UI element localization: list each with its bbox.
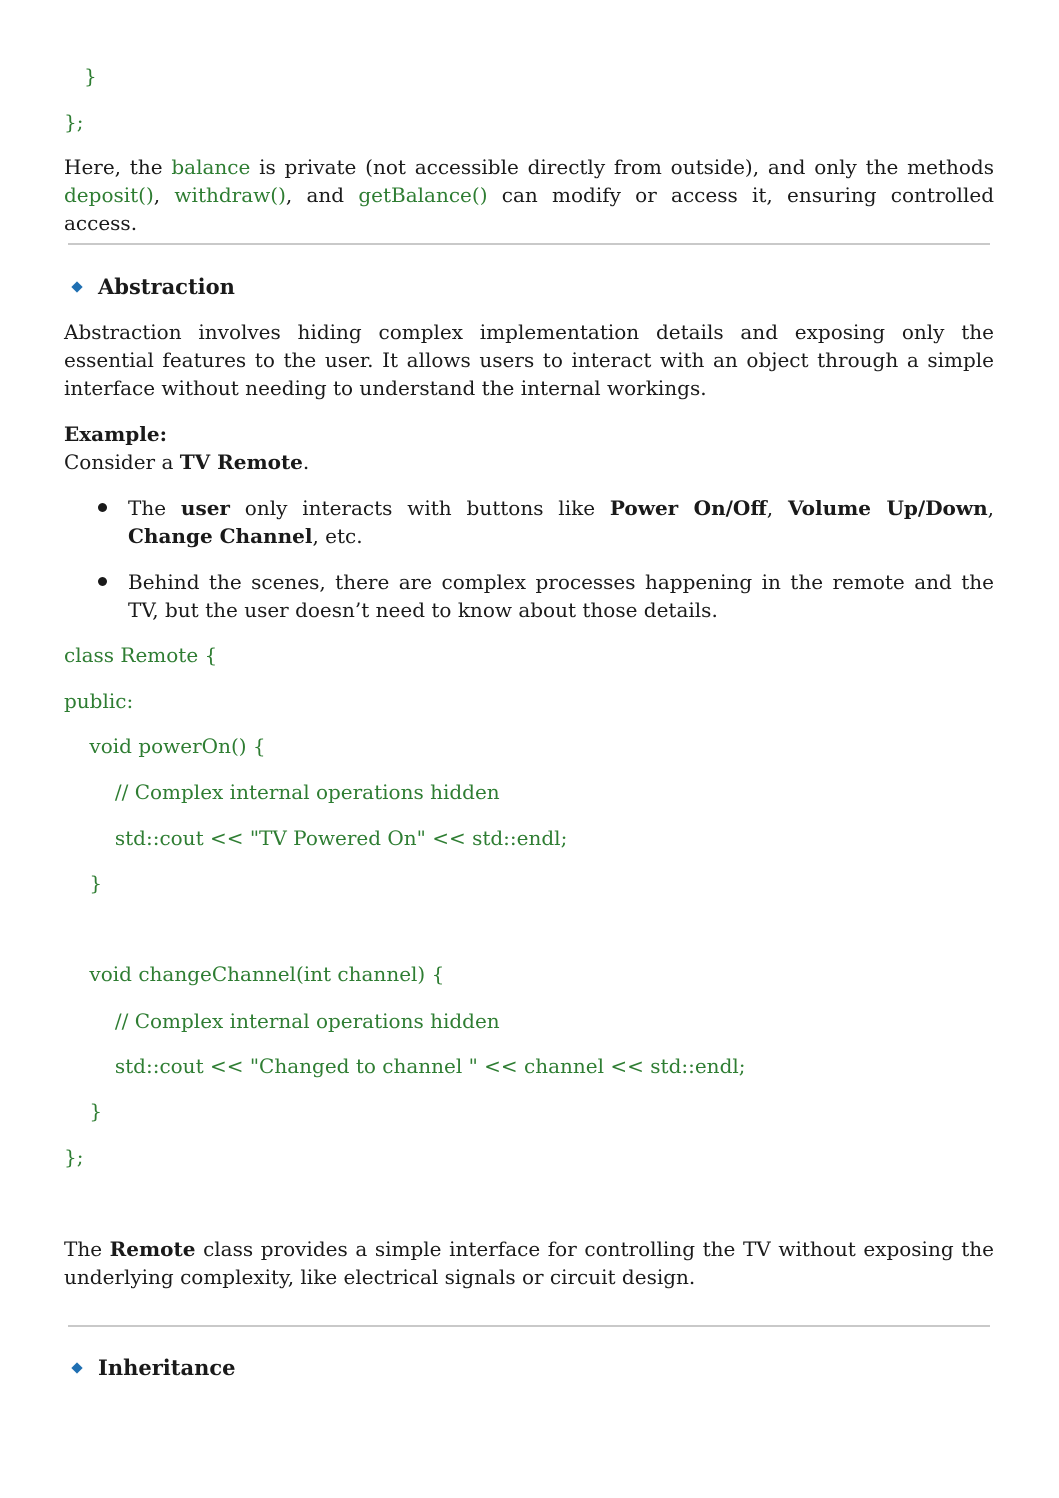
text-run: , bbox=[766, 496, 788, 520]
text-run: is private (not accessible directly from outside), and only the methods bbox=[250, 155, 994, 179]
code-line: std::cout << "TV Powered On" << std::endl; bbox=[64, 826, 568, 850]
consider-line bbox=[64, 448, 309, 476]
text-run-bold: Volume Up/Down bbox=[787, 496, 988, 520]
code-term-withdraw: withdraw() bbox=[174, 183, 286, 207]
code-line: public: bbox=[64, 689, 134, 713]
section-divider bbox=[68, 243, 990, 245]
diamond-bullet-icon bbox=[71, 1362, 82, 1373]
code-line: } bbox=[64, 871, 103, 895]
text-run: . bbox=[302, 450, 310, 474]
code-line: void powerOn() { bbox=[64, 734, 266, 758]
example-label: Example: bbox=[64, 422, 167, 446]
abstraction-description: Abstraction involves hiding complex implementation details and exposing only the essential features to the user. It allows users to interact with an object through a simple interface without needing to understand the internal workings. bbox=[64, 320, 994, 400]
abstraction-summary bbox=[64, 1235, 994, 1291]
text-run: , bbox=[153, 183, 161, 207]
example-block bbox=[64, 420, 309, 476]
code-close-class: }; bbox=[64, 110, 84, 134]
bullet-item: Behind the scenes, there are complex processes happening in the remote and the TV, but the user doesn’t need to know about those details. bbox=[128, 570, 994, 622]
text-run: The bbox=[64, 1237, 110, 1261]
text-run: Here, the bbox=[64, 155, 172, 179]
text-run-bold: Remote bbox=[109, 1237, 196, 1261]
diamond-bullet-icon bbox=[71, 281, 82, 292]
text-run: class provides a simple interface for controlling the TV without exposing the underlying complexity, like electrical signals or circuit design. bbox=[64, 1237, 994, 1289]
text-run: only interacts with buttons like bbox=[229, 496, 610, 520]
bullet-dot-icon bbox=[98, 577, 107, 586]
text-run: The bbox=[128, 496, 181, 520]
code-term-getbalance: getBalance() bbox=[358, 183, 488, 207]
code-line: }; bbox=[64, 1145, 84, 1169]
bullet-dot-icon bbox=[98, 503, 107, 512]
code-line: class Remote { bbox=[64, 643, 218, 667]
bullet-item bbox=[128, 494, 994, 550]
section-divider bbox=[68, 1325, 990, 1327]
text-run-bold: Change Channel bbox=[128, 524, 313, 548]
text-run: Consider a bbox=[64, 450, 180, 474]
section-heading-abstraction: Abstraction bbox=[98, 274, 235, 299]
code-line: } bbox=[84, 64, 97, 88]
encapsulation-explanation bbox=[64, 153, 994, 237]
code-line: // Complex internal operations hidden bbox=[64, 1009, 500, 1033]
text-run: can modify or access it, ensuring controlled access. bbox=[64, 183, 994, 235]
text-run-bold: TV Remote bbox=[179, 450, 303, 474]
code-line: } bbox=[64, 1099, 103, 1123]
code-line: // Complex internal operations hidden bbox=[64, 780, 500, 804]
code-term-deposit: deposit() bbox=[64, 183, 154, 207]
code-term-balance: balance bbox=[171, 155, 251, 179]
text-run-bold: Power On/Off bbox=[609, 496, 767, 520]
code-close-method bbox=[64, 62, 97, 90]
code-line: std::cout << "Changed to channel " << channel << std::endl; bbox=[64, 1054, 746, 1078]
section-heading-inheritance: Inheritance bbox=[98, 1355, 236, 1380]
code-line: void changeChannel(int channel) { bbox=[64, 962, 445, 986]
text-run-bold: user bbox=[180, 496, 230, 520]
text-run: , and bbox=[285, 183, 359, 207]
text-run: , etc. bbox=[312, 524, 363, 548]
text-run: , bbox=[987, 496, 994, 520]
